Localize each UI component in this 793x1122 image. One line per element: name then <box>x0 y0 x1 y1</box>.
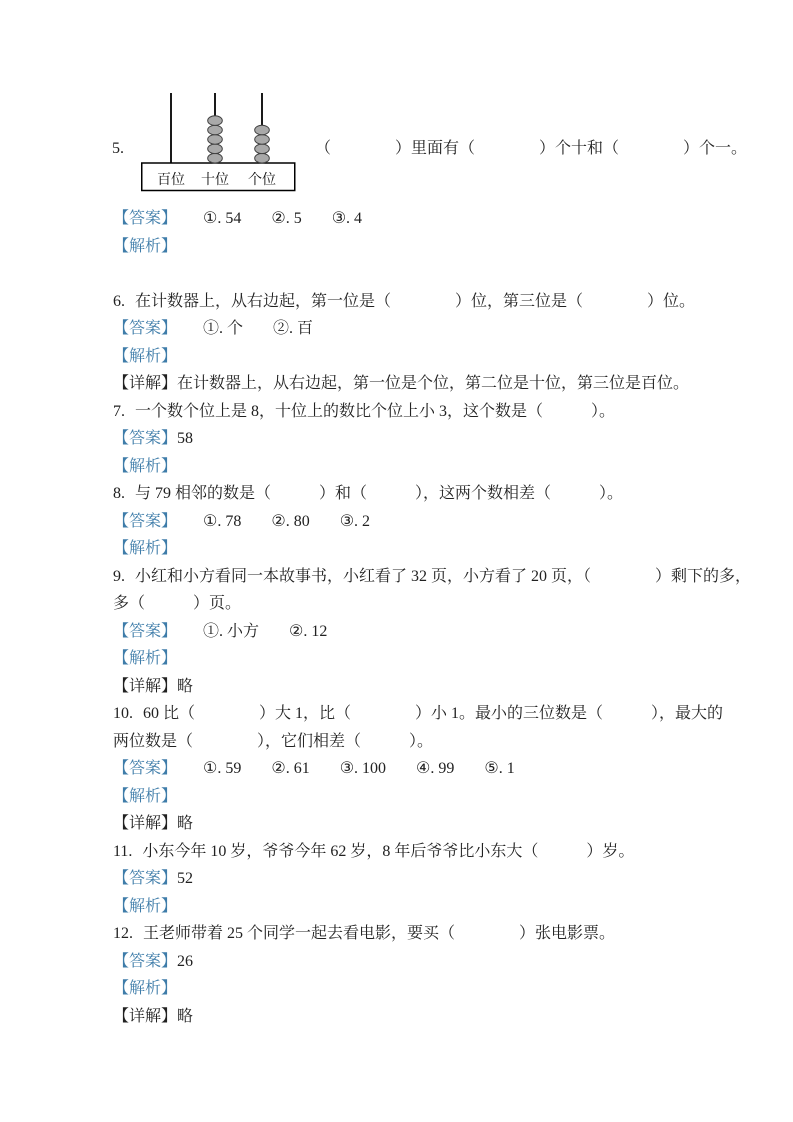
question-5-block <box>113 90 763 205</box>
answer-label: 【答案】 <box>113 430 178 447</box>
detail-line <box>113 370 763 398</box>
detail-label: 【详解】 <box>113 815 178 832</box>
question-number: 11. <box>113 842 133 860</box>
answer-line <box>113 755 763 783</box>
detail-line <box>113 673 763 701</box>
detail-line <box>113 810 763 838</box>
question-line <box>113 398 763 426</box>
answer-label: 【答案】 <box>113 210 178 227</box>
answer-part: ②. 61 <box>271 760 310 777</box>
analysis-label: 【解析】 <box>113 540 178 557</box>
answer-part: ③. 4 <box>331 210 363 227</box>
question-number: 8. <box>113 485 125 502</box>
question-number: 7. <box>113 402 125 420</box>
abacus-bead <box>208 116 223 126</box>
question-text: 多（ ）页。 <box>113 595 242 612</box>
question-text: 小东今年 10 岁，爷爷今年 62 岁，8 年后爷爷比小东大（ ）岁。 <box>142 842 635 860</box>
abacus-bead <box>255 125 270 135</box>
question-text: 一个数个位上是 8，十位上的数比个位上小 3，这个数是（ ）。 <box>135 402 616 420</box>
abacus-bead <box>208 153 223 163</box>
detail-label: 【详解】 <box>113 677 178 695</box>
answer-part: ③. 2 <box>339 512 371 530</box>
answer-part: ⑤. 1 <box>484 760 515 777</box>
answer-part: ②. 80 <box>271 512 310 530</box>
question-line <box>113 563 763 591</box>
abacus-bead <box>255 153 270 163</box>
answer-value: 58 <box>177 430 194 447</box>
question-text: 两位数是（ ），它们相差（ ）。 <box>113 732 434 750</box>
analysis-label: 【解析】 <box>113 650 178 667</box>
abacus-image <box>141 90 301 192</box>
abacus-place-label-ones: 个位 <box>248 173 276 188</box>
answer-line <box>113 948 763 976</box>
question-text: 与 79 相邻的数是（ ）和（ ），这两个数相差（ ）。 <box>135 485 624 502</box>
answer-line <box>113 205 763 233</box>
blank-line <box>113 260 763 288</box>
question-number: 9. <box>113 567 125 585</box>
question-text: 小红和小方看同一本故事书，小红看了 32 页，小方看了 20 页，（ ）剩下的多， <box>135 567 752 585</box>
answer-line <box>113 315 763 343</box>
detail-text: 在计数器上，从右边起，第一位是个位，第二位是十位，第三位是百位。 <box>177 375 690 392</box>
abacus-bead <box>208 125 223 135</box>
question-text: （ ）里面有（ ）个十和（ ）个一。 <box>315 140 748 157</box>
abacus-bead <box>208 135 223 145</box>
detail-text: 略 <box>177 1007 194 1025</box>
analysis-line <box>113 233 763 261</box>
answer-line <box>113 618 763 646</box>
question-line <box>113 920 763 948</box>
question-number: 6. <box>113 292 125 310</box>
analysis-line <box>113 645 763 673</box>
analysis-line <box>113 453 763 481</box>
analysis-line <box>113 343 763 371</box>
abacus-bead <box>255 135 270 145</box>
question-line-continued <box>113 590 763 618</box>
question-text: 60 比（ ）大 1，比（ ）小 1。最小的三位数是（ ），最大的 <box>143 705 724 722</box>
question-number: 12. <box>113 925 133 942</box>
answer-value: 52 <box>177 870 194 887</box>
answer-label: 【答案】 <box>113 320 178 337</box>
worksheet-content <box>113 90 763 1030</box>
abacus-bead <box>255 144 270 154</box>
answer-label: 【答案】 <box>113 622 178 640</box>
question-text: 王老师带着 25 个同学一起去看电影，要买（ ）张电影票。 <box>143 925 616 942</box>
analysis-line <box>113 535 763 563</box>
answer-label: 【答案】 <box>113 952 178 970</box>
abacus-bead <box>208 144 223 154</box>
analysis-label: 【解析】 <box>113 980 178 997</box>
answer-line <box>113 508 763 536</box>
analysis-label: 【解析】 <box>113 897 178 915</box>
question-line <box>113 700 763 728</box>
answer-part: ④. 99 <box>416 760 455 777</box>
answer-part: ②. 12 <box>289 622 328 640</box>
answer-label: 【答案】 <box>113 760 178 777</box>
question-text: 在计数器上，从右边起，第一位是（ ）位，第三位是（ ）位。 <box>135 292 696 310</box>
analysis-line <box>113 893 763 921</box>
question-number: 10. <box>113 705 133 722</box>
answer-part: ①. 小方 <box>203 622 260 640</box>
question-number: 5. <box>112 140 124 157</box>
answer-part: ②. 5 <box>271 210 302 227</box>
answer-part: ①. 78 <box>203 512 242 530</box>
answer-part: ①. 个 <box>203 320 244 337</box>
detail-line <box>113 1003 763 1031</box>
answer-value: 26 <box>177 952 194 970</box>
analysis-label: 【解析】 <box>113 457 178 475</box>
abacus-place-label-tens: 十位 <box>201 173 229 188</box>
detail-label: 【详解】 <box>113 1007 178 1025</box>
answer-part: ②. 百 <box>273 320 314 337</box>
abacus-place-label-hundreds: 百位 <box>157 173 185 188</box>
answer-line <box>113 865 763 893</box>
detail-text: 略 <box>177 815 194 832</box>
question-line <box>113 480 763 508</box>
answer-part: ①. 59 <box>203 760 242 777</box>
question-line-continued <box>113 728 763 756</box>
answer-part: ③. 100 <box>339 760 387 777</box>
answer-label: 【答案】 <box>113 512 178 530</box>
question-line <box>113 838 763 866</box>
analysis-label: 【解析】 <box>113 787 178 805</box>
answer-label: 【答案】 <box>113 870 178 887</box>
question-line <box>113 288 763 316</box>
detail-label: 【详解】 <box>113 375 178 392</box>
detail-text: 略 <box>177 677 194 695</box>
answer-part: ①. 54 <box>203 210 242 227</box>
analysis-label: 【解析】 <box>113 347 178 365</box>
abacus-figure <box>141 90 301 197</box>
analysis-label: 【解析】 <box>113 237 178 255</box>
answer-line <box>113 425 763 453</box>
analysis-line <box>113 783 763 811</box>
analysis-line <box>113 975 763 1003</box>
